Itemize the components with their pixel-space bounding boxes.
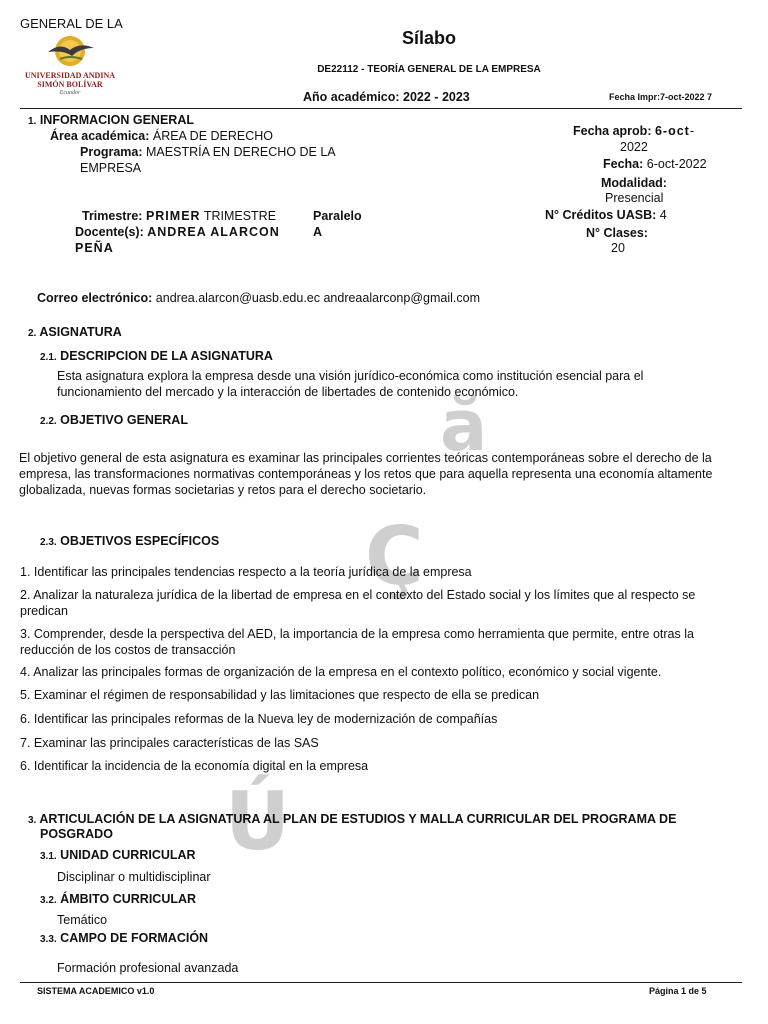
course-code-title: DE22112 - TEORÍA GENERAL DE LA EMPRESA <box>317 64 541 75</box>
objetivo-item <box>20 587 740 619</box>
unidad-curricular-value: Disciplinar o multidisciplinar <box>57 870 211 884</box>
trimestre <box>82 209 276 223</box>
objetivo-general-paragraph <box>19 450 749 498</box>
subsection-3-2-heading <box>40 892 196 906</box>
ambito-curricular-value: Temático <box>57 913 108 927</box>
objetivo-item <box>20 626 740 658</box>
field-value: ANDREA ALARCON <box>147 225 280 239</box>
subsection-2-1-heading <box>40 349 273 363</box>
paragraph-line: empresa, las transformaciones normativas contemporáneas y los retos que para aquella representa una economía altamente <box>19 467 713 481</box>
field-label: Docente(s): <box>75 225 144 239</box>
footer-system-name: SISTEMA ACADEMICO v1.0 <box>37 986 155 996</box>
subsection-title: CAMPO DE FORMACIÓN <box>60 931 209 945</box>
item-line: 5. Examinar el régimen de responsabilidad y las limitaciones que respecto de ella se predican <box>20 688 540 702</box>
field-label: Correo electrónico: <box>37 291 153 305</box>
paragraph-line: Esta asignatura explora la empresa desde una visión jurídico-económica como institución esencial para el <box>57 369 644 383</box>
item-line: 7. Examinar las principales características de las SAS <box>20 736 319 750</box>
paralelo-value: A <box>313 225 323 239</box>
item-line: 3. Comprender, desde la perspectiva del AED, la importancia de la empresa como herramienta que permite, entre otras la <box>20 627 694 641</box>
correo-electronico <box>37 291 480 305</box>
section-1-heading <box>28 113 194 127</box>
docente <box>75 225 280 239</box>
field-value: 4 <box>659 208 667 222</box>
section-title: INFORMACION GENERAL <box>39 113 194 127</box>
item-line: 6. Identificar las principales reformas de la Nueva ley de modernización de compañías <box>20 712 498 726</box>
page-title: Sílabo <box>401 28 456 48</box>
campo-formacion-value: Formación profesional avanzada <box>57 961 239 975</box>
subsection-title: ÁMBITO CURRICULAR <box>60 892 197 906</box>
fecha <box>603 157 707 171</box>
field-label: N° Créditos UASB: <box>545 208 657 222</box>
section-title: ASIGNATURA <box>39 325 122 339</box>
paragraph-line: globalizada, nuevas formas societarias y retos para el derecho societario. <box>19 483 427 497</box>
footer-page-number: Página 1 de 5 <box>649 986 707 996</box>
programa <box>80 145 336 159</box>
header-divider <box>20 108 742 109</box>
section-number: 2. <box>28 328 37 339</box>
subsection-number: 2.1. <box>40 352 57 363</box>
subsection-number: 2.2. <box>40 416 57 427</box>
subsection-title: OBJETIVOS ESPECÍFICOS <box>60 534 220 548</box>
field-value: MAESTRÍA EN DERECHO DE LA <box>146 145 336 159</box>
section-2-heading <box>28 325 122 339</box>
section-3-heading <box>28 812 676 828</box>
subsection-title: DESCRIPCION DE LA ASIGNATURA <box>60 349 273 363</box>
subsection-3-1-heading <box>40 848 196 862</box>
paralelo-label: Paralelo <box>313 209 362 223</box>
field-value-bold: 6-oct <box>654 124 690 138</box>
print-date: Fecha Impr:7-oct-2022 7 <box>609 92 713 102</box>
item-line: predican <box>20 604 68 618</box>
fecha-aprob <box>573 124 694 138</box>
paragraph-line: El objetivo general de esta asignatura es examinar las principales corrientes teóricas contemporáneas sobre el derecho de la <box>19 451 712 465</box>
field-label: Fecha: <box>603 157 644 171</box>
logo-line3: Ecuador <box>59 90 81 96</box>
item-line: 6. Identificar la incidencia de la economía digital en la empresa <box>20 759 369 773</box>
subsection-2-2-heading <box>40 413 188 427</box>
subsection-3-3-heading <box>40 931 208 945</box>
objetivo-item <box>20 687 740 703</box>
subsection-2-3-heading <box>40 534 219 548</box>
item-line: 1. Identificar las principales tendencias respecto a la teoría jurídica de la empresa <box>20 565 472 579</box>
objetivo-item <box>20 664 740 680</box>
field-value-dash: - <box>689 124 695 138</box>
modalidad-label: Modalidad: <box>601 176 667 190</box>
subsection-number: 3.1. <box>40 851 57 862</box>
section-number: 3. <box>28 815 37 826</box>
watermark: Ú <box>225 775 290 868</box>
field-value: TRIMESTRE <box>203 209 277 223</box>
email-value: andrea.alarcon@uasb.edu.ec andreaalarconp@gmail.com <box>155 291 480 305</box>
field-label: Trimestre: <box>82 209 143 223</box>
subsection-number: 3.3. <box>40 934 57 945</box>
footer-divider <box>20 982 742 983</box>
paragraph-line: funcionamiento del mercado y la interacción de libertades de contenido económico. <box>57 385 519 399</box>
objetivo-item <box>20 711 740 727</box>
clases-label: N° Clases: <box>586 226 648 240</box>
subsection-number: 2.3. <box>40 537 57 548</box>
objetivo-item <box>20 735 740 751</box>
docente-continued: PEÑA <box>75 241 114 255</box>
creditos <box>545 208 667 222</box>
objetivo-item <box>20 564 740 580</box>
academic-year: Año académico: 2022 - 2023 <box>303 90 470 104</box>
watermark: Ç <box>365 510 424 603</box>
programa-continued: EMPRESA <box>80 161 142 175</box>
field-label: Área académica: <box>50 129 150 143</box>
fecha-aprob-year: 2022 <box>620 140 648 154</box>
section-number: 1. <box>28 116 37 127</box>
item-line: reducción de los costos de transacción <box>20 643 236 657</box>
clases-value: 20 <box>611 241 625 255</box>
field-value: ÁREA DE DERECHO <box>152 129 274 143</box>
objetivo-item <box>20 758 740 774</box>
subsection-title: UNIDAD CURRICULAR <box>60 848 196 862</box>
field-label: Programa: <box>80 145 143 159</box>
field-label: Fecha aprob: <box>573 124 652 138</box>
modalidad-value: Presencial <box>605 191 664 205</box>
logo-line1: UNIVERSIDAD ANDINA <box>24 71 115 80</box>
header-top-left-text: GENERAL DE LA <box>20 16 123 31</box>
subsection-title: OBJETIVO GENERAL <box>60 413 188 427</box>
area-academica <box>50 129 273 143</box>
field-value-bold: PRIMER <box>145 209 201 223</box>
field-value: 6-oct-2022 <box>646 157 707 171</box>
section-3-heading-continued: POSGRADO <box>40 827 113 841</box>
descripcion-paragraph <box>57 368 747 400</box>
item-line: 4. Analizar las principales formas de organización de la empresa en el contexto político, económico y social vigente. <box>20 665 662 679</box>
logo-line2: SIMÓN BOLÍVAR <box>37 80 103 89</box>
subsection-number: 3.2. <box>40 895 57 906</box>
item-line: 2. Analizar la naturaleza jurídica de la libertad de empresa en el contexto del Estado social y los límites que al respecto se <box>20 588 696 602</box>
section-title: ARTICULACIÓN DE LA ASIGNATURA AL PLAN DE ESTUDIOS Y MALLA CURRICULAR DEL PROGRAMA DE <box>39 812 677 826</box>
watermark: ă <box>440 385 488 467</box>
